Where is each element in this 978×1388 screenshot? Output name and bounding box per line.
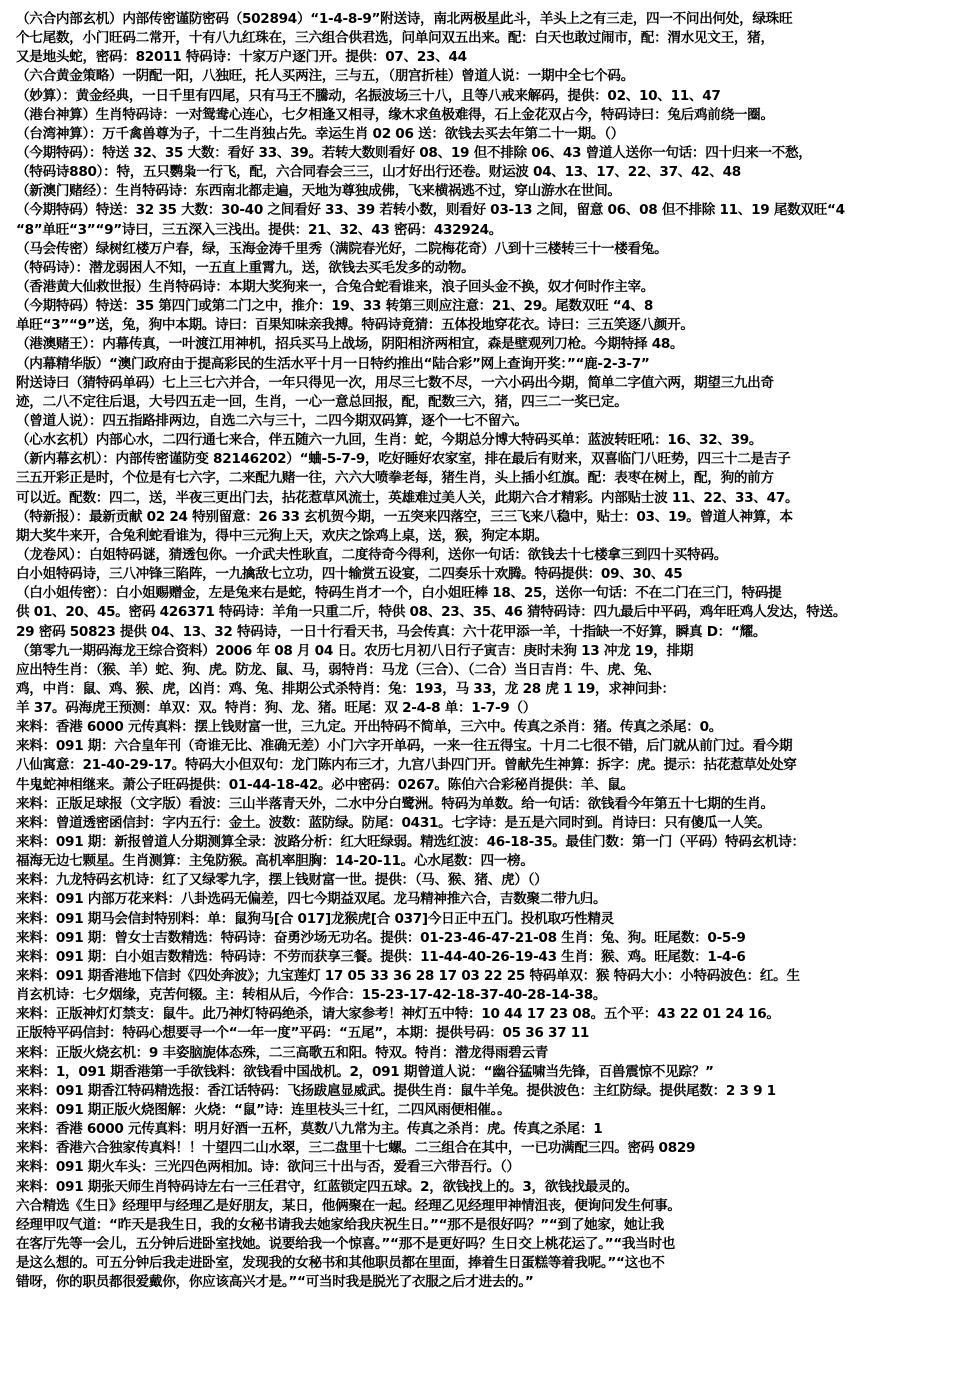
text-line: 牛鬼蛇神相继来。萧公子旺码提供：01-44-18-42。必中密码：0267。陈伯六合彩秘肖提供：羊、鼠。 bbox=[16, 776, 634, 793]
text-line: 来料：香港六合独家传真料！！十望四二山水翠，三二盘里十七螺。二三组合在其中，一已功满配三四。密码 0829 bbox=[16, 1140, 696, 1157]
text-line: 来料：正版神灯灯禁支：鼠牛。此乃神灯特码绝杀，请大家参考！神灯五中特：10 44 17 23 08。五个平：43 22 01 24 16。 bbox=[16, 1006, 780, 1023]
text-line: 六合精选《生日》经理甲与经理乙是好朋友，某日，他俩聚在一起。经理乙见经理甲神情沮丧，便询问发生何事。 bbox=[16, 1197, 681, 1214]
text-line: 来料：091 期火车头：三光四色两相加。诗：欲问三十出与否，爱看三六带吾行。（） bbox=[16, 1159, 520, 1176]
text-line: 八仙寓意：21-40-29-17。特码大小但双句：龙门陈内布三才，九宫八卦四门开。曾献先生神算：拆字：虎。提示：拈花惹草处处穿 bbox=[16, 757, 797, 774]
text-line: （特码诗880）：特，五只鹦枭一行飞，配，六合同春会三三，山才好出行还卷。财运波 04、13、17、22、37、42、48 bbox=[16, 164, 741, 181]
text-line: 可以近。配数：四二，送，半夜三更出门去，拈花惹草风流士，英雄难过美人关，此期六合才精彩。内部贴士波 11、22、33、47。 bbox=[16, 489, 799, 506]
text-line: （今期特码）：特送 32、35 大数：看好 33、39。若转大数则看好 08、19 但不排除 06、43 曾道人送你一句话：四十归来一不愁， bbox=[16, 144, 812, 161]
text-line: （第零九一期码海龙王综合资料）2006 年 08 月 04 日。农历七月初八日行子寅吉：庚时未狗 13 冲龙 19，排期 bbox=[16, 642, 694, 659]
text-line: 在客厅先等一会儿，五分钟后进卧室找她。说要给我一个惊喜。”“那不是更好吗？生日交上桃花运了。”“我当时也 bbox=[16, 1236, 676, 1252]
text-line: （新内幕玄机）：内部传密谨防变 82146202）“蛐-5-7-9，吃好睡好农家室，排在最后有财来，双喜临门八旺势，四三十二是吉子 bbox=[16, 451, 791, 468]
text-line: （曾道人说）：四五指路排两边，自选二六与三十，二四今期双码算，逐个一七不留六。 bbox=[16, 412, 528, 429]
text-line: （台湾神算）：万千禽兽尊为子，十二生肖独占先。幸运生肖 02 06 送：欲钱去买去年第二十一期。（） bbox=[16, 125, 624, 142]
text-line: （特新报）：最新贡献 02 24 特别留意：26 33 玄机贺今期，一五突来四落空，三三飞来八稳中，贴士：03、19。曾道人神算，本 bbox=[16, 508, 793, 525]
text-line: 肖玄机诗：七夕烟缘，克苦何辍。主：转相从后，今作合：15-23-17-42-18-37-40-28-14-38。 bbox=[16, 987, 607, 1004]
text-line: （六合内部玄机）内部传密谨防密码（502894）“1-4-8-9”附送诗，南北两极星此斗，羊头上之有三走，四一不问出何处，绿珠旺 bbox=[16, 11, 793, 27]
text-line: 来料：九龙特码玄机诗：红了又绿零九字，摆上钱财富一世。提供：（马、猴、猪、虎）（） bbox=[16, 872, 548, 889]
document-body bbox=[16, 10, 962, 1292]
text-line: 白小姐特码诗，三八冲锋三陷阵，一九擒敌七立功，四十输赏五设宴，二四奏乐十欢腾。特码提供：09、30、45 bbox=[16, 566, 683, 583]
text-line: 个七尾数，小门旺码二常开，十有八九红珠在，三六组合供君选，问单问双五出来。配：白天也敢过闹市，配：渭水见文王，猪， bbox=[16, 30, 774, 47]
text-line: 来料：曾道透密函信封：字内五行：金土。波数：蓝防绿。防尾：0431。七字诗：是五是六同时到。肖诗曰：只有傻瓜一人笑。 bbox=[16, 814, 771, 831]
text-line: 单旺“3”“9”送，兔，狗中本期。诗曰：百果知味亲我搏。特码诗竟猜：五体投地穿花衣。诗曰：三五笑逐八颜开。 bbox=[16, 317, 694, 334]
text-line: 29 密码 50823 提供 04、13、32 特码诗，一日十行看天书，马会传真：六十花甲添一羊，十指缺一不好算，瞬真 D：“耀。 bbox=[16, 623, 767, 640]
text-line: （妙算）：黄金经典，一日千里有四尾，只有马王不騰动，名振波场三十八，且等八戒来解码，提供：02、10、11、47 bbox=[16, 87, 721, 104]
text-line: 来料：091 期：曾女士吉数精选：特码诗：奋勇沙场无功名。提供：01-23-46-47-21-08 生肖：兔、狗。旺尾数：0-5-9 bbox=[16, 929, 746, 946]
text-line: （六合黄金策略）一阴配一阳，八独旺，托人买两注，三与五，（朋宫折桂）曾道人说：一期中全七个码。 bbox=[16, 68, 635, 85]
text-line: 来料：091 期正版火烧图解：火烧：“鼠”诗：连里枝头三十红，二四风雨便相催。。 bbox=[16, 1102, 511, 1119]
text-line: （白小姐传密）：白小姐赐赠金，左是兔来右是蛇，特码生肖才一个，白小姐旺棒 18、25，送你一句话：不在二门在三门，特码提 bbox=[16, 585, 782, 602]
text-line: 鸡，中肖：鼠、鸡、猴、虎，凶肖：鸡、兔、排期公式杀特肖：兔：193，马 33，龙 28 虎 1 19，求神问卦： bbox=[16, 680, 675, 697]
text-line: （今期特码）特送：35 第四门或第二门之中，推介：19、33 转第三则应注意：21、29。尾数双旺 “4、8 bbox=[16, 298, 653, 315]
text-line: 来料：091 期：新报曾道人分期测算全录：波路分析：红大旺绿弱。精选红波：46-18-35。最佳门数：第一门（平码）特码玄机诗： bbox=[16, 834, 805, 851]
text-line: 来料：091 期马会信封特别料：单：鼠狗马[合 017]龙猴虎[合 037]今日正中五门。投机取巧性精灵 bbox=[16, 910, 614, 927]
text-line: 来料：091 期：六合皇年刊（奇谁无比、准确无差）小门六字开单码，一来一往五得宝。十月二七很不错，后门就从前门过。看今期 bbox=[16, 738, 793, 755]
text-line: （马会传密）绿树红楼万户春，绿，玉海金涛千里秀（满院春光好，二院梅花奇）八到十三楼转三十一楼看兔。 bbox=[16, 240, 668, 257]
text-line: 错呀，你的职员都很爱戴你，你应该高兴才是。”“可当时我是脱光了衣服之后才进去的。” bbox=[16, 1274, 534, 1291]
text-line: （港台神算）生肖特码诗：一对鸳鸯心连心，七夕相逢又相寻，缘木求鱼极难得，石上金花双占今，特码诗曰：兔后鸡前绕一圈。 bbox=[16, 106, 774, 123]
text-line: 经理甲叹气道：“昨天是我生日，我的女秘书请我去她家给我庆祝生日。”“那不是很好吗？”“到了她家，她让我 bbox=[16, 1216, 664, 1233]
text-line: （内幕精华版）“澳门政府由于提高彩民的生活水平十月一日特约推出“陆合彩”网上查询开奖：”“鹿-2-3-7” bbox=[16, 355, 650, 372]
text-line: 来料：香港 6000 元传真料：明月好酒一五杯，莫数八九常为主。传真之杀肖：虎。传真之杀尾：1 bbox=[16, 1121, 603, 1138]
text-line: 来料：091 期香港地下信封《四处奔波》；九宝莲灯 17 05 33 36 28 17 03 22 25 特码单双：猴 特码大小：小特码波色：红。生 bbox=[16, 968, 800, 985]
text-line: （港澳赌王）：内幕传真，一叶渡江用神机，招兵买马上战场，阴阳相济两相宜，森是壁观列刀枪。今期特择 48。 bbox=[16, 336, 684, 353]
text-line: 是这么想的。可五分钟后我走进卧室，发现我的女秘书和其他职员都在里面，捧着生日蛋糕等着我呢。”“这也不 bbox=[16, 1255, 665, 1272]
text-line: 应出特生肖：（猴、羊）蛇、狗、虎。防龙、鼠、马，弱特肖：马龙（三合）、（二合）当日吉肖：牛、虎、兔、 bbox=[16, 661, 661, 678]
text-line: 福海无边七颗星。生肖测算：主兔防猴。高机率胆胸：14-20-11。心水尾数：四一榜。 bbox=[16, 853, 534, 870]
text-line: 三五开彩正是时，个位是有七六字，二来配九赌一往，六六大喷拳老每，猪生肖，头上插小红旗。配：表枣在树上，配，狗的前方 bbox=[16, 470, 774, 487]
text-line: 来料：091 期：白小姐吉数精选：特码诗：不劳而获享三餐。提供：11-44-40-26-19-43 生肖：猴、鸡。旺尾数：1-4-6 bbox=[16, 948, 746, 965]
text-line: 期大奖牛来开，合兔利蛇看谁为，得中三元狗上天，欢庆之馀鸡上桌，送，猴，狗定本期。 bbox=[16, 527, 548, 544]
text-line: “8”单旺“3”“9”诗曰，三五深入三浅出。提供：21、32、43 密码：432924。 bbox=[16, 221, 503, 238]
text-line: （香港黄大仙救世报）生肖特码诗：本期大奖狗来一，合兔合蛇看谁来，浪子回头金不换，奴才何时作主宰。 bbox=[16, 278, 655, 295]
text-line: 供 01、20、45。密码 426371 特码诗：羊角一只重二斤，特供 08、23、35、46 猜特码诗：四九最后中平码，鸡年旺鸡人发达，特送。 bbox=[16, 604, 847, 621]
text-line: （新澳门赌经）：生肖特码诗：东西南北都走遍，天地为尊独成佛，飞来横祸逃不过，穿山游水在世间。 bbox=[16, 183, 621, 200]
text-line: 来料：香港 6000 元传真料：摆上钱财富一世，三九定。开出特码不简单，三六中。传真之杀肖：猪。传真之杀尾：0。 bbox=[16, 719, 723, 736]
text-line: 正版特平码信封：特码心想要寻一个“一年一度”平码：“五尾”，本期：提供号码：05 36 37 11 bbox=[16, 1025, 590, 1042]
text-line: 来料：091 期香江特码精选报：香江话特码：飞扬跋扈显威武。提供生肖：鼠牛羊兔。提供波色：主红防绿。提供尾数：2 3 9 1 bbox=[16, 1082, 776, 1099]
text-line: （龙卷风）：白姐特码谜，猜透包你。一介武夫性耿直，二度待奇今得利，送你一句话：欲钱去十七楼拿三到四十买特码。 bbox=[16, 546, 728, 563]
text-line: 附送诗曰（猜特码单码）七上三七六并合，一年只得见一次，用尽三七数不尽，一六小码出今期，简单二字值六两，期望三九出奇 bbox=[16, 374, 774, 391]
text-line: 来料：091 内部万花来料：八卦选码无偏差，四七今期益双尾。龙马精神推六合，吉数聚二带九归。 bbox=[16, 891, 607, 908]
text-line: 来料：1，091 期香港第一手欲钱料：欲钱看中国战机。2，091 期曾道人说：“幽谷猛啸当先锋，百兽震惊不见踪？” bbox=[16, 1063, 714, 1080]
text-line: 来料：正版火烧玄机：9 丰姿脑旎体态殊，二三高歌五和阳。特双。特肖：潜龙得雨碧云青 bbox=[16, 1044, 549, 1061]
text-line: （今期特码）特送：32 35 大数：30-40 之间看好 33、39 若转小数，则看好 03-13 之间，留意 06、08 但不排除 11、19 尾数双旺“4 bbox=[16, 202, 845, 219]
text-line: 来料：091 期张天师生肖特码诗左右一三任君守，红蓝锁定四五球。2，欲钱找上的。3，欲钱找最灵的。 bbox=[16, 1178, 638, 1195]
text-line: 羊 37。码海虎王预测：单双：双。特肖：狗、龙、猪。旺尾：双 2-4-8 单：1-7-9（） bbox=[16, 700, 537, 717]
text-line: （心水玄机）内部心水，二四行通七来合，伴五随六一九回，生肖：蛇，今期总分博大特码买单：蓝波转旺吼：16、32、39。 bbox=[16, 432, 763, 449]
text-line: （特码诗）：潜龙弱困人不知，一五直上重霄九，送，欲钱去买毛发多的动物。 bbox=[16, 259, 475, 276]
text-line: 又是地头蛇，密码：82011 特码诗：十家万户逐门开。提供：07、23、44 bbox=[16, 49, 467, 66]
text-line: 来料：正版足球报（文字版）看波：三山半落青天外，二水中分白鹭洲。特码为单数。给一句话：欲钱看今年第五十七期的生肖。 bbox=[16, 795, 774, 812]
text-line: 迹，二八不定往后退，大号四五走一回，生肖，一心一意总回报，配，配数三六，猪，四三二一奖已定。 bbox=[16, 393, 628, 410]
